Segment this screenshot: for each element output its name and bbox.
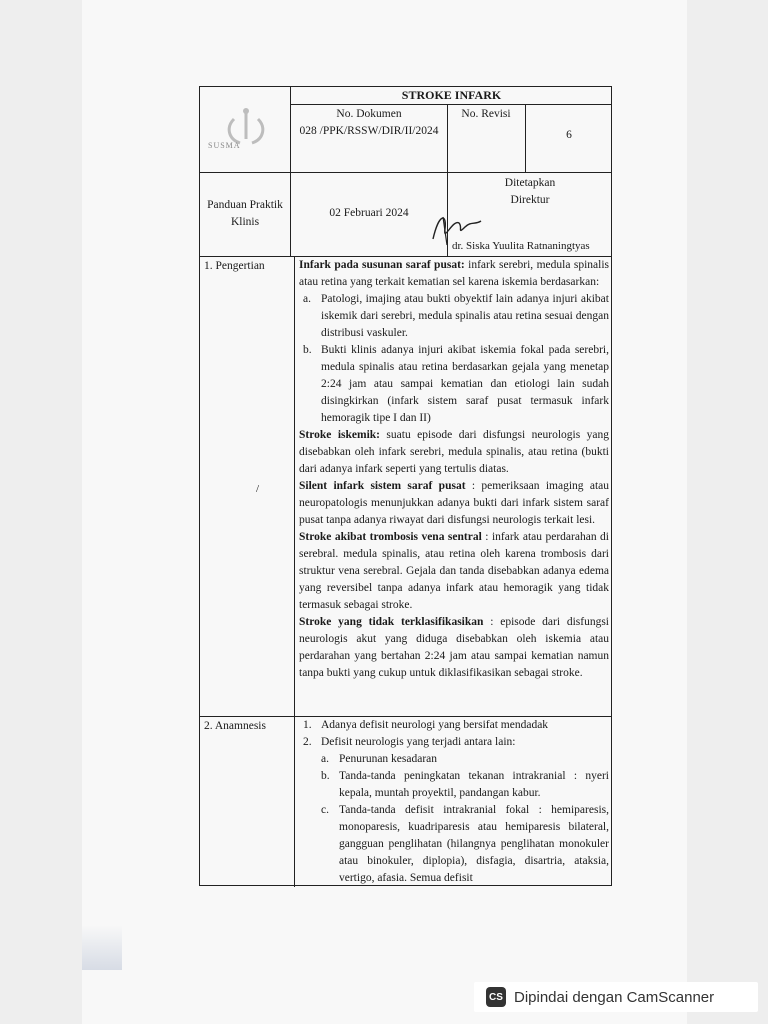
paragraph-infark: Infark pada susunan saraf pusat: infark serebri, medula spinalis atau retina yang terkait kematian sel karena iskemia berdasarkan: [299,259,609,288]
sub-list-item: b. Tanda-tanda peningkatan tekanan intrakranial : nyeri kepala, muntah proyektil, pandangan kabur. [321,770,609,799]
anamnesis-label: 2. Anamnesis [204,720,266,732]
camscanner-icon: CS [486,987,506,1007]
list-item: b. Bukti klinis adanya injuri akibat iskemia fokal pada serebri, medula spinalis atau retina berdasarkan gejala yang menetap 2:24 jam atau sampai kematian dan etiologi lain sudah disingkirkan (infark sistem saraf pusat termasuk infark hemoragik tipe I dan II) [303,344,609,424]
stray-mark: / [256,483,260,495]
document-date: 02 Februari 2024 [329,207,409,219]
revision-label: No. Revisi [461,108,511,120]
logo-text: SUSMA [208,141,241,150]
pengertian-row [200,257,611,717]
doc-no-label: No. Dokumen [336,108,402,120]
list-item: a. Patologi, imajing atau bukti obyektif lain adanya injuri akibat iskemik dari serebri, medula spinalis atau retina sesuai dengan distribusi vaskuler. [303,293,609,339]
meta-row [200,173,611,257]
paragraph-silent-infark: Silent infark sistem saraf pusat : pemeriksaan imaging atau neuropatologis menunjukkan adanya bukti dari infark sistem saraf pusat tanpa adanya riwayat dari disfungsi neurologis terkait lesi. [299,480,610,526]
list-item: 1. Adanya defisit neurologi yang bersifat mendadak [303,719,549,731]
logo-cell [200,87,290,172]
document-type: Panduan Praktik Klinis [207,199,283,228]
document-title: STROKE INFARK [401,88,502,102]
header-row [200,87,611,173]
pengertian-content [299,257,609,682]
approval-line-1: Ditetapkan [504,177,556,189]
camscanner-watermark [474,982,758,1012]
anamnesis-row [200,717,611,887]
doc-no-value: 028 /PPK/RSSW/DIR/II/2024 [299,125,439,137]
paragraph-stroke-iskemik: Stroke iskemik: suatu episode dari disfungsi neurologis yang disebabkan oleh infark serebri, medula spinalis, atau retina (bukti dari adanya infark seperti yang tertulis diatas. [299,429,609,475]
anamnesis-content [299,717,609,887]
document-table [199,86,612,886]
paragraph-trombosis-vena: Stroke akibat trombosis vena sentral : infark atau perdarahan di serebral. medula spinalis, atau retina oleh karena trombosis dari struktur vena serebral. Gejala dan tanda disebabkan adanya edema yang reversibel tanpa adanya infark atau hemoragik yang tidak termasuk sebagai stroke. [299,531,609,611]
revision-value: 6 [566,129,572,141]
list-item: 2. Defisit neurologis yang terjadi antara lain: [303,736,516,748]
camscanner-label: Dipindai dengan CamScanner [514,988,715,1006]
director-name: dr. Siska Yuulita Ratnaningtyas [452,240,590,252]
scan-shadow [82,925,122,970]
pengertian-label: 1. Pengertian [204,260,265,272]
sub-list-item: c. Tanda-tanda defisit intrakranial fokal : hemiparesis, monoparesis, kuadriparesis atau hemiparesis bilateral, gangguan penglihatan (hilangnya penglihatan monokuler atau binokuler, diplopia), disfagia, disartria, ataksia, vertigo, afasia. Semua defisit [321,804,609,884]
sub-list-item: a. Penurunan kesadaran [321,753,438,765]
paragraph-tidak-terklasifikasi: Stroke yang tidak terklasifikasikan : episode dari disfungsi neurologis akut yang diduga disebabkan oleh iskemia atau perdarahan yang bertahan 2:24 jam atau sampai kematian namun tanpa bukti yang cukup untuk diklasifikasikan sebagai stroke. [299,616,610,679]
approval-line-2: Direktur [510,194,550,206]
